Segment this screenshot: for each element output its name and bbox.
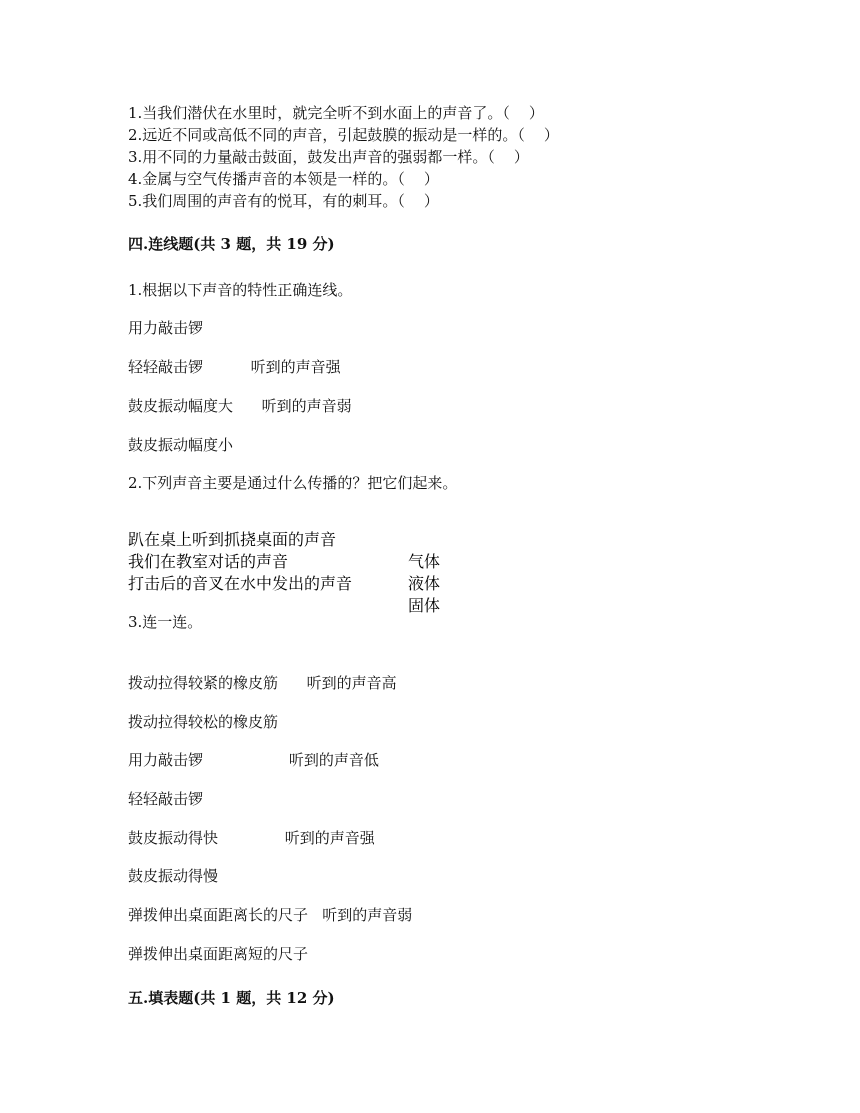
q3-prompt: 3.连一连。	[128, 613, 203, 631]
q3-line-6: 鼓皮振动得慢	[128, 867, 219, 885]
q2-left-2: 我们在教室对话的声音	[128, 552, 289, 571]
tf-item-4: 4.金属与空气传播声音的本领是一样的。（ ）	[128, 170, 439, 188]
q3-line-3: 用力敲击锣 听到的声音低	[128, 751, 379, 769]
q2-right-2: 液体	[408, 574, 441, 593]
tf-item-2: 2.远近不同或高低不同的声音，引起鼓膜的振动是一样的。（ ）	[128, 126, 559, 144]
q3-line-5: 鼓皮振动得快 听到的声音强	[128, 829, 375, 847]
q2-right-1: 气体	[408, 552, 441, 571]
q3-line-8: 弹拨伸出桌面距离短的尺子	[128, 945, 309, 963]
q3-line-2: 拨动拉得较松的橡皮筋	[128, 713, 279, 731]
tf-item-5: 5.我们周围的声音有的悦耳，有的刺耳。（ ）	[128, 192, 439, 210]
q1-line-2: 轻轻敲击锣 听到的声音强	[128, 358, 341, 376]
q1-line-4: 鼓皮振动幅度小	[128, 436, 234, 454]
q2-left-1: 趴在桌上听到抓挠桌面的声音	[128, 530, 337, 549]
q2-matching-image	[128, 507, 448, 615]
q1-line-3: 鼓皮振动幅度大 听到的声音弱	[128, 397, 352, 415]
section-5-title: 五.填表题(共 1 题，共 12 分)	[128, 989, 335, 1007]
q1-prompt: 1.根据以下声音的特性正确连线。	[128, 281, 353, 299]
q2-prompt: 2.下列声音主要是通过什么传播的？把它们起来。	[128, 474, 458, 492]
tf-item-3: 3.用不同的力量敲击鼓面，鼓发出声音的强弱都一样。（ ）	[128, 148, 529, 166]
q3-line-4: 轻轻敲击锣	[128, 790, 204, 808]
q2-right-3: 固体	[408, 596, 441, 615]
q2-left-3: 打击后的音叉在水中发出的声音	[128, 574, 353, 593]
q3-line-7: 弹拨伸出桌面距离长的尺子 听到的声音弱	[128, 906, 413, 924]
q3-line-1: 拨动拉得较紧的橡皮筋 听到的声音高	[128, 674, 397, 692]
q1-line-1: 用力敲击锣	[128, 319, 204, 337]
section-4-title: 四.连线题(共 3 题，共 19 分)	[128, 235, 335, 253]
tf-item-1: 1.当我们潜伏在水里时，就完全听不到水面上的声音了。（ ）	[128, 104, 544, 122]
